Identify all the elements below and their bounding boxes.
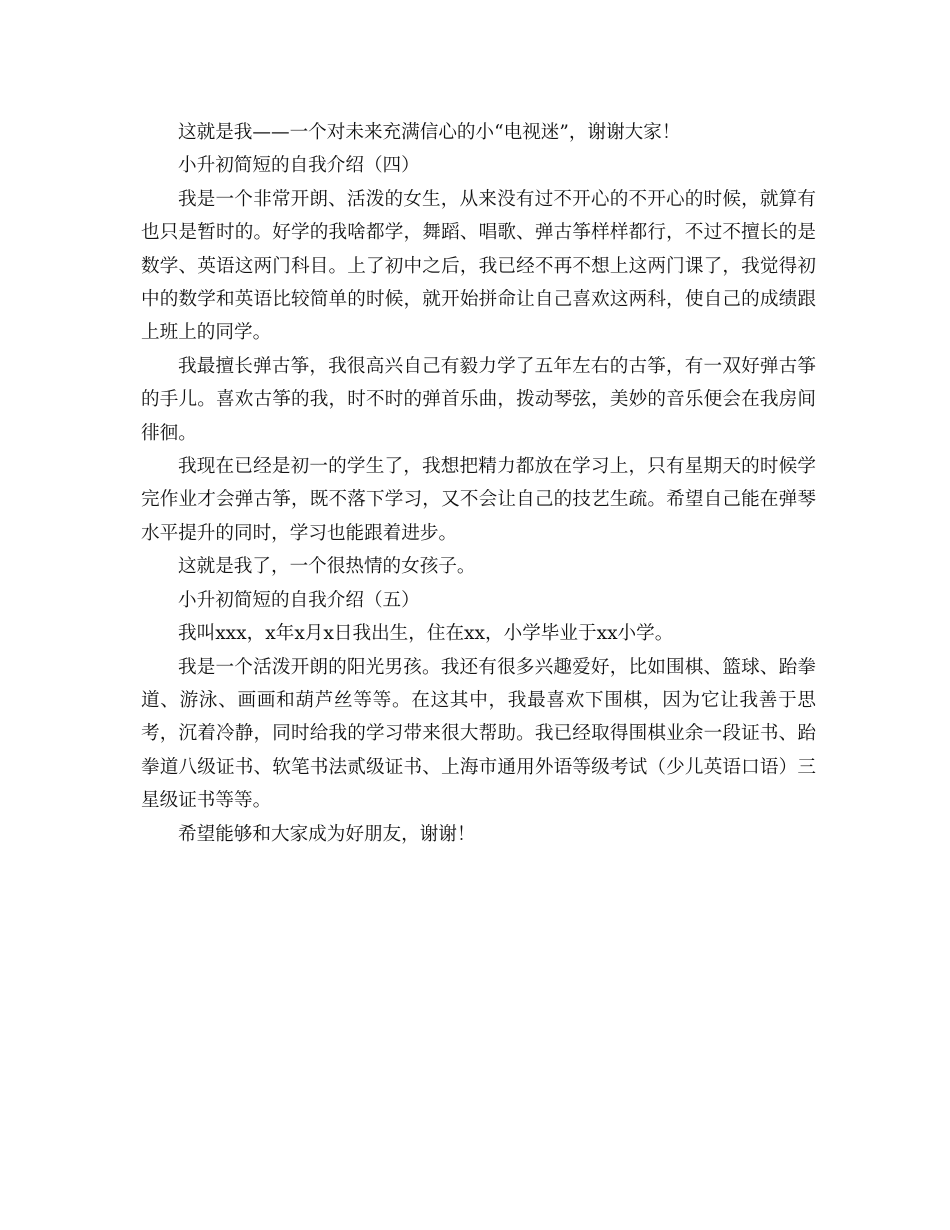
section-heading-five: 小升初简短的自我介绍（五） (178, 589, 420, 611)
paragraph-study-focus: 我现在已经是初一的学生了，我想把精力都放在学习上，只有星期天的时候学完作业才会弹古筝，既不落下学习，又不会让自己的技艺生疏。希望自己能在弹琴水平提升的同时，学习也能跟着进步。 (141, 456, 816, 544)
paragraph-hobbies: 我是一个活泼开朗的阳光男孩。我还有很多兴趣爱好，比如围棋、篮球、跆拳道、游泳、画画和葫芦丝等等。在这其中，我最喜欢下围棋，因为它让我善于思考，沉着冷静，同时给我的学习带来很大帮助。我已经取得围棋业余一段证书、跆拳道八级证书、软笔书法贰级证书、上海市通用外语等级考试（少儿英语口语）三星级证书等等。 (141, 656, 816, 812)
section-heading-four: 小升初简短的自我介绍（四） (178, 155, 420, 177)
paragraph-closing-friends: 希望能够和大家成为好朋友，谢谢！ (178, 823, 476, 845)
paragraph-guzheng: 我最擅长弹古筝，我很高兴自己有毅力学了五年左右的古筝，有一双好弹古筝的手儿。喜欢古筝的我，时不时的弹首乐曲，拨动琴弦，美妙的音乐便会在我房间徘徊。 (141, 355, 816, 444)
paragraph-name-birth: 我叫xxx，x年x月x日我出生，住在xx，小学毕业于xx小学。 (178, 623, 674, 645)
paragraph-warm-girl: 这就是我了，一个很热情的女孩子。 (178, 556, 476, 578)
document-body (141, 116, 816, 851)
paragraph-cheerful-girl: 我是一个非常开朗、活泼的女生，从来没有过不开心的不开心的时候，就算有也只是暂时的。好学的我啥都学，舞蹈、唱歌、弹古筝样样都行，不过不擅长的是数学、英语这两门科目。上了初中之后，我已经不再不想上这两门课了，我觉得初中的数学和英语比较简单的时候，就开始拼命让自己喜欢这两科，使自己的成绩跟上班上的同学。 (141, 188, 816, 344)
paragraph-closing-tv-fan: 这就是我——一个对未来充满信心的小“电视迷”，谢谢大家！ (178, 122, 681, 143)
